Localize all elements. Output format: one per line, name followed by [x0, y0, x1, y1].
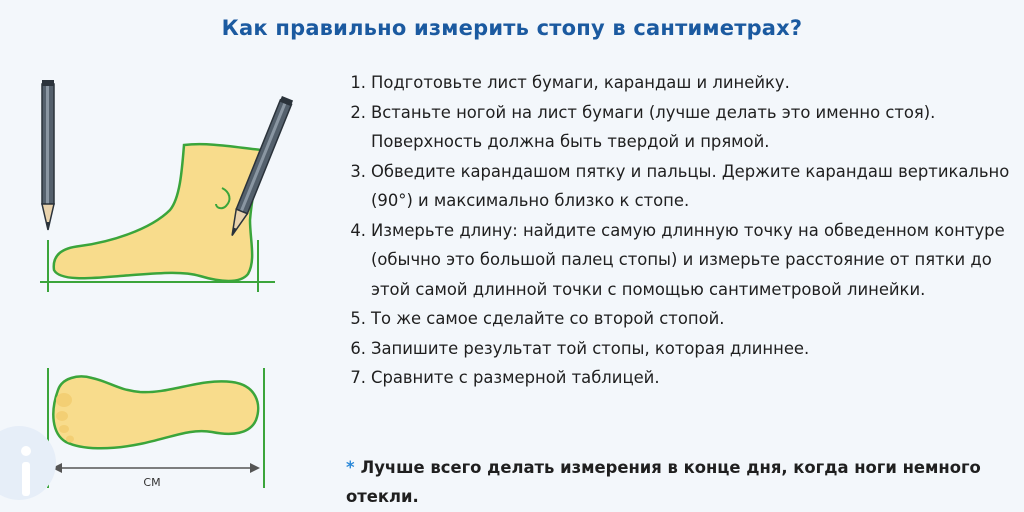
measurement-label: СМ [143, 476, 161, 489]
list-item: 3. Обведите карандашом пятку и пальцы. Держите карандаш вертикально (90°) и максимально близко к стопе. [350, 161, 1010, 210]
tip-text: Лучше всего делать измерения в конце дня, когда ноги немного отекли. [346, 458, 981, 506]
asterisk-icon: * [346, 458, 355, 477]
instruction-list [346, 68, 1011, 393]
foot-side-shape [54, 144, 262, 281]
footprint-shape [53, 377, 258, 449]
info-icon [18, 444, 34, 500]
list-item: 7. Сравните с размерной таблицей. [350, 368, 660, 387]
list-item: 4. Измерьте длину: найдите самую длинную точку на обведенном контуре (обычно это большой палец стопы) и измерьте расстояние от пятки до этой самой длинной точки с помощью сантиметровой линейки. [350, 220, 1005, 299]
tip-note [346, 453, 986, 511]
list-item: 2. Встаньте ногой на лист бумаги (лучше делать это именно стоя). Поверхность должна быть твердой и прямой. [350, 102, 936, 151]
list-item: 1. Подготовьте лист бумаги, карандаш и линейку. [350, 73, 790, 92]
page-title: Как правильно измерить стопу в сантиметрах? [221, 16, 803, 40]
list-item: 5. То же самое сделайте со второй стопой. [350, 309, 725, 328]
top-view-footprint [48, 368, 264, 489]
list-item: 6. Запишите результат той стопы, которая длиннее. [350, 338, 810, 358]
pencil-icon [42, 80, 54, 230]
